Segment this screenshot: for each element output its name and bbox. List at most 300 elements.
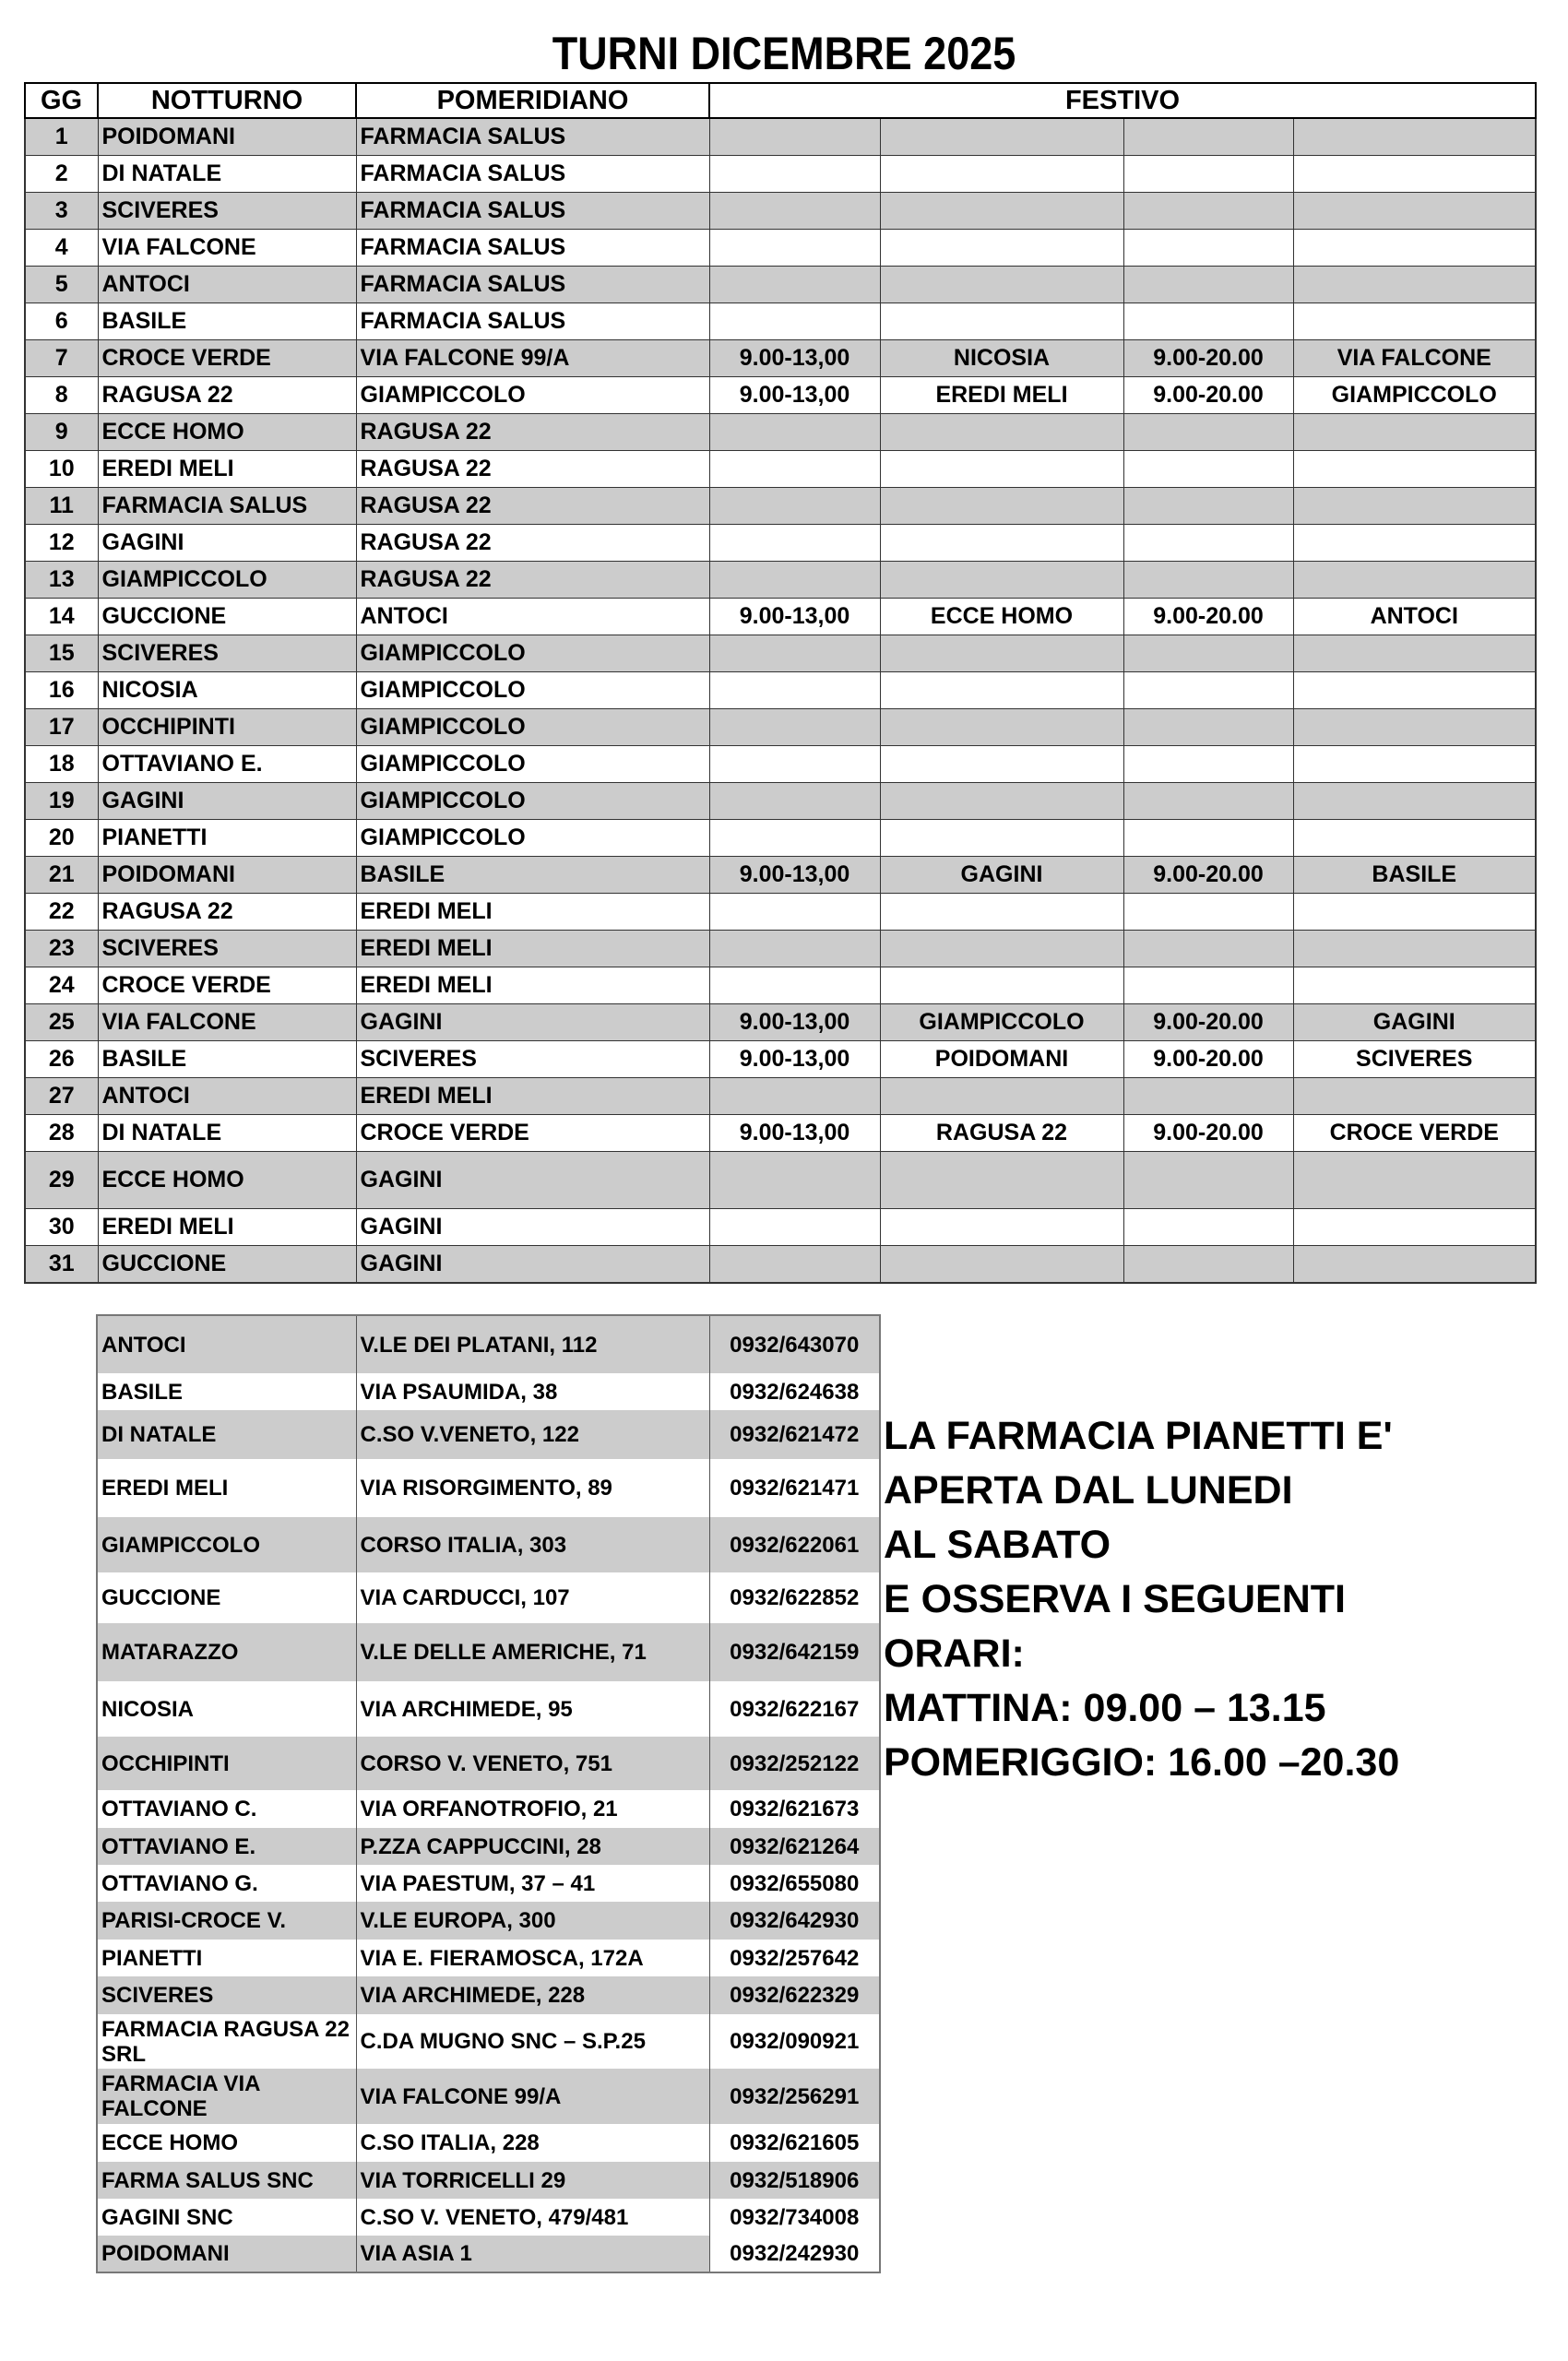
contact-row xyxy=(97,2069,880,2124)
pharmacy-address-cell: C.SO V.VENETO, 122 xyxy=(356,1410,709,1459)
notturno-cell: OTTAVIANO E. xyxy=(98,746,356,783)
notturno-cell: POIDOMANI xyxy=(98,118,356,156)
pianetti-hours-notice xyxy=(884,1409,1548,1790)
pharmacy-phone-cell: 0932/642930 xyxy=(709,1902,880,1940)
table-row xyxy=(25,599,1536,635)
notice-line: AL SABATO xyxy=(884,1523,1111,1567)
festivo-day-hours-cell xyxy=(1123,635,1293,672)
festivo-day-hours-cell xyxy=(1123,1078,1293,1115)
festivo-day-hours-cell: 9.00-20.00 xyxy=(1123,1004,1293,1041)
pharmacy-phone-cell: 0932/624638 xyxy=(709,1373,880,1410)
festivo-day-hours-cell xyxy=(1123,931,1293,967)
notice-line: ORARI: xyxy=(884,1631,1025,1676)
festivo-day-hours-cell: 9.00-20.00 xyxy=(1123,599,1293,635)
notturno-cell: DI NATALE xyxy=(98,1115,356,1152)
notturno-cell: NICOSIA xyxy=(98,672,356,709)
festivo-morning-hours-cell: 9.00-13,00 xyxy=(709,377,880,414)
festivo-day-hours-cell xyxy=(1123,525,1293,562)
pharmacy-name-cell: GAGINI SNC xyxy=(97,2199,356,2236)
pomeridiano-cell: FARMACIA SALUS xyxy=(356,118,709,156)
pomeridiano-cell: GAGINI xyxy=(356,1004,709,1041)
festivo-morning-pharmacy-cell xyxy=(880,525,1123,562)
festivo-day-hours-cell xyxy=(1123,1152,1293,1209)
festivo-morning-hours-cell xyxy=(709,414,880,451)
festivo-day-pharmacy-cell xyxy=(1293,488,1536,525)
day-cell: 14 xyxy=(25,599,98,635)
festivo-day-pharmacy-cell xyxy=(1293,414,1536,451)
pharmacy-address-cell: VIA ORFANOTROFIO, 21 xyxy=(356,1790,709,1828)
notturno-cell: SCIVERES xyxy=(98,193,356,230)
notturno-cell: BASILE xyxy=(98,1041,356,1078)
header-festivo: FESTIVO xyxy=(709,83,1536,118)
pharmacy-phone-cell: 0932/642159 xyxy=(709,1623,880,1681)
festivo-day-pharmacy-cell: CROCE VERDE xyxy=(1293,1115,1536,1152)
pharmacy-phone-cell: 0932/621471 xyxy=(709,1459,880,1517)
festivo-morning-hours-cell xyxy=(709,193,880,230)
festivo-morning-pharmacy-cell: RAGUSA 22 xyxy=(880,1115,1123,1152)
festivo-day-pharmacy-cell xyxy=(1293,230,1536,267)
festivo-morning-pharmacy-cell xyxy=(880,451,1123,488)
pomeridiano-cell: GIAMPICCOLO xyxy=(356,709,709,746)
table-row xyxy=(25,931,1536,967)
pharmacy-name-cell: OTTAVIANO E. xyxy=(97,1828,356,1865)
festivo-day-hours-cell xyxy=(1123,118,1293,156)
pomeridiano-cell: FARMACIA SALUS xyxy=(356,156,709,193)
notturno-cell: GAGINI xyxy=(98,525,356,562)
festivo-morning-hours-cell: 9.00-13,00 xyxy=(709,1041,880,1078)
pomeridiano-cell: BASILE xyxy=(356,857,709,894)
festivo-morning-pharmacy-cell: POIDOMANI xyxy=(880,1041,1123,1078)
festivo-morning-pharmacy-cell xyxy=(880,414,1123,451)
festivo-morning-hours-cell xyxy=(709,709,880,746)
festivo-day-pharmacy-cell xyxy=(1293,820,1536,857)
festivo-day-hours-cell xyxy=(1123,746,1293,783)
pharmacy-address-cell: V.LE DEI PLATANI, 112 xyxy=(356,1315,709,1373)
pharmacy-phone-cell: 0932/621472 xyxy=(709,1410,880,1459)
pharmacy-name-cell: ECCE HOMO xyxy=(97,2124,356,2162)
festivo-day-hours-cell xyxy=(1123,672,1293,709)
festivo-morning-pharmacy-cell xyxy=(880,672,1123,709)
notice-line: E OSSERVA I SEGUENTI xyxy=(884,1577,1346,1621)
table-row xyxy=(25,857,1536,894)
contact-row xyxy=(97,1681,880,1737)
pomeridiano-cell: SCIVERES xyxy=(356,1041,709,1078)
festivo-day-pharmacy-cell xyxy=(1293,303,1536,340)
pharmacy-phone-cell: 0932/621264 xyxy=(709,1828,880,1865)
notturno-cell: ANTOCI xyxy=(98,1078,356,1115)
day-cell: 18 xyxy=(25,746,98,783)
pomeridiano-cell: FARMACIA SALUS xyxy=(356,230,709,267)
day-cell: 3 xyxy=(25,193,98,230)
festivo-day-hours-cell xyxy=(1123,783,1293,820)
festivo-day-pharmacy-cell: BASILE xyxy=(1293,857,1536,894)
pomeridiano-cell: VIA FALCONE 99/A xyxy=(356,340,709,377)
notturno-cell: EREDI MELI xyxy=(98,451,356,488)
festivo-day-hours-cell xyxy=(1123,230,1293,267)
festivo-day-pharmacy-cell xyxy=(1293,118,1536,156)
contact-row xyxy=(97,1790,880,1828)
notturno-cell: CROCE VERDE xyxy=(98,967,356,1004)
pharmacy-address-cell: VIA E. FIERAMOSCA, 172A xyxy=(356,1940,709,1976)
pharmacy-name-cell: FARMA SALUS SNC xyxy=(97,2162,356,2199)
festivo-day-hours-cell xyxy=(1123,451,1293,488)
pharmacy-address-cell: VIA RISORGIMENTO, 89 xyxy=(356,1459,709,1517)
contact-row xyxy=(97,1828,880,1865)
table-row xyxy=(25,377,1536,414)
festivo-day-pharmacy-cell xyxy=(1293,1078,1536,1115)
day-cell: 25 xyxy=(25,1004,98,1041)
festivo-morning-hours-cell: 9.00-13,00 xyxy=(709,1115,880,1152)
festivo-day-pharmacy-cell xyxy=(1293,267,1536,303)
pharmacy-name-cell: FARMACIA VIA FALCONE xyxy=(97,2069,356,2124)
festivo-day-pharmacy-cell: VIA FALCONE xyxy=(1293,340,1536,377)
festivo-morning-pharmacy-cell xyxy=(880,267,1123,303)
pomeridiano-cell: GAGINI xyxy=(356,1246,709,1284)
pharmacy-phone-cell: 0932/622852 xyxy=(709,1572,880,1623)
festivo-day-hours-cell xyxy=(1123,967,1293,1004)
pomeridiano-cell: GIAMPICCOLO xyxy=(356,820,709,857)
festivo-morning-hours-cell xyxy=(709,894,880,931)
pomeridiano-cell: GAGINI xyxy=(356,1152,709,1209)
notturno-cell: RAGUSA 22 xyxy=(98,377,356,414)
pomeridiano-cell: GIAMPICCOLO xyxy=(356,746,709,783)
header-pomeridiano: POMERIDIANO xyxy=(356,83,709,118)
day-cell: 6 xyxy=(25,303,98,340)
day-cell: 17 xyxy=(25,709,98,746)
festivo-day-pharmacy-cell xyxy=(1293,156,1536,193)
pharmacy-name-cell: MATARAZZO xyxy=(97,1623,356,1681)
table-row xyxy=(25,562,1536,599)
festivo-day-pharmacy-cell xyxy=(1293,562,1536,599)
table-row xyxy=(25,267,1536,303)
table-row xyxy=(25,488,1536,525)
notturno-cell: ECCE HOMO xyxy=(98,1152,356,1209)
festivo-day-pharmacy-cell xyxy=(1293,709,1536,746)
pharmacy-name-cell: GUCCIONE xyxy=(97,1572,356,1623)
festivo-morning-pharmacy-cell xyxy=(880,1209,1123,1246)
pomeridiano-cell: RAGUSA 22 xyxy=(356,451,709,488)
pharmacy-phone-cell: 0932/257642 xyxy=(709,1940,880,1976)
festivo-day-hours-cell xyxy=(1123,820,1293,857)
table-row xyxy=(25,1246,1536,1284)
pharmacy-address-cell: VIA ARCHIMEDE, 228 xyxy=(356,1976,709,2014)
notturno-cell: GIAMPICCOLO xyxy=(98,562,356,599)
pomeridiano-cell: GIAMPICCOLO xyxy=(356,377,709,414)
day-cell: 16 xyxy=(25,672,98,709)
festivo-day-hours-cell xyxy=(1123,303,1293,340)
pharmacy-phone-cell: 0932/643070 xyxy=(709,1315,880,1373)
contact-row xyxy=(97,1940,880,1976)
pharmacy-name-cell: OTTAVIANO G. xyxy=(97,1865,356,1902)
pharmacy-contacts-table xyxy=(96,1314,881,2273)
festivo-morning-pharmacy-cell xyxy=(880,931,1123,967)
pharmacy-phone-cell: 0932/622329 xyxy=(709,1976,880,2014)
day-cell: 8 xyxy=(25,377,98,414)
pharmacy-phone-cell: 0932/252122 xyxy=(709,1737,880,1790)
table-row xyxy=(25,303,1536,340)
festivo-morning-hours-cell xyxy=(709,118,880,156)
pharmacy-phone-cell: 0932/655080 xyxy=(709,1865,880,1902)
festivo-day-hours-cell: 9.00-20.00 xyxy=(1123,1041,1293,1078)
pomeridiano-cell: ANTOCI xyxy=(356,599,709,635)
festivo-morning-pharmacy-cell xyxy=(880,303,1123,340)
notice-line: LA FARMACIA PIANETTI E' xyxy=(884,1414,1393,1458)
festivo-morning-pharmacy-cell xyxy=(880,1152,1123,1209)
contact-row xyxy=(97,1865,880,1902)
table-row xyxy=(25,340,1536,377)
festivo-morning-hours-cell: 9.00-13,00 xyxy=(709,599,880,635)
pomeridiano-cell: FARMACIA SALUS xyxy=(356,267,709,303)
pomeridiano-cell: EREDI MELI xyxy=(356,931,709,967)
contact-row xyxy=(97,1373,880,1410)
festivo-day-pharmacy-cell xyxy=(1293,894,1536,931)
pharmacy-address-cell: VIA PSAUMIDA, 38 xyxy=(356,1373,709,1410)
festivo-morning-hours-cell xyxy=(709,746,880,783)
festivo-morning-pharmacy-cell xyxy=(880,1078,1123,1115)
festivo-morning-hours-cell xyxy=(709,562,880,599)
festivo-morning-hours-cell xyxy=(709,967,880,1004)
festivo-day-pharmacy-cell xyxy=(1293,672,1536,709)
festivo-day-hours-cell xyxy=(1123,1246,1293,1284)
notturno-cell: VIA FALCONE xyxy=(98,230,356,267)
table-row xyxy=(25,635,1536,672)
festivo-day-pharmacy-cell xyxy=(1293,783,1536,820)
festivo-day-pharmacy-cell xyxy=(1293,967,1536,1004)
festivo-day-hours-cell: 9.00-20.00 xyxy=(1123,377,1293,414)
festivo-morning-hours-cell xyxy=(709,1246,880,1284)
day-cell: 15 xyxy=(25,635,98,672)
day-cell: 20 xyxy=(25,820,98,857)
table-row xyxy=(25,709,1536,746)
pomeridiano-cell: EREDI MELI xyxy=(356,967,709,1004)
pomeridiano-cell: RAGUSA 22 xyxy=(356,488,709,525)
pharmacy-name-cell: BASILE xyxy=(97,1373,356,1410)
festivo-day-hours-cell xyxy=(1123,562,1293,599)
pharmacy-address-cell: VIA PAESTUM, 37 – 41 xyxy=(356,1865,709,1902)
notturno-cell: SCIVERES xyxy=(98,931,356,967)
pharmacy-phone-cell: 0932/518906 xyxy=(709,2162,880,2199)
festivo-morning-pharmacy-cell xyxy=(880,967,1123,1004)
table-row xyxy=(25,1004,1536,1041)
day-cell: 30 xyxy=(25,1209,98,1246)
notturno-cell: BASILE xyxy=(98,303,356,340)
festivo-morning-pharmacy-cell xyxy=(880,562,1123,599)
festivo-morning-pharmacy-cell xyxy=(880,746,1123,783)
day-cell: 31 xyxy=(25,1246,98,1284)
notice-line: APERTA DAL LUNEDI xyxy=(884,1468,1293,1513)
notturno-cell: GAGINI xyxy=(98,783,356,820)
festivo-morning-pharmacy-cell xyxy=(880,1246,1123,1284)
contact-row xyxy=(97,2124,880,2162)
festivo-morning-hours-cell xyxy=(709,525,880,562)
pharmacy-address-cell: VIA ASIA 1 xyxy=(356,2236,709,2272)
contact-row xyxy=(97,1623,880,1681)
festivo-morning-pharmacy-cell xyxy=(880,118,1123,156)
table-row xyxy=(25,1152,1536,1209)
pharmacy-name-cell: NICOSIA xyxy=(97,1681,356,1737)
header-notturno: NOTTURNO xyxy=(98,83,356,118)
festivo-morning-hours-cell xyxy=(709,488,880,525)
table-row xyxy=(25,451,1536,488)
table-row xyxy=(25,672,1536,709)
festivo-morning-hours-cell xyxy=(709,267,880,303)
table-row xyxy=(25,193,1536,230)
notturno-cell: OCCHIPINTI xyxy=(98,709,356,746)
notturno-cell: RAGUSA 22 xyxy=(98,894,356,931)
pharmacy-address-cell: V.LE DELLE AMERICHE, 71 xyxy=(356,1623,709,1681)
festivo-morning-hours-cell xyxy=(709,672,880,709)
day-cell: 27 xyxy=(25,1078,98,1115)
pharmacy-phone-cell: 0932/622167 xyxy=(709,1681,880,1737)
contact-row xyxy=(97,2236,880,2272)
festivo-day-pharmacy-cell: SCIVERES xyxy=(1293,1041,1536,1078)
pharmacy-phone-cell: 0932/621605 xyxy=(709,2124,880,2162)
notice-line: POMERIGGIO: 16.00 –20.30 xyxy=(884,1740,1400,1785)
pomeridiano-cell: RAGUSA 22 xyxy=(356,414,709,451)
festivo-morning-pharmacy-cell xyxy=(880,820,1123,857)
contact-row xyxy=(97,1737,880,1790)
table-header-row xyxy=(25,83,1536,118)
contact-row xyxy=(97,1410,880,1459)
festivo-morning-pharmacy-cell: ECCE HOMO xyxy=(880,599,1123,635)
pharmacy-name-cell: OCCHIPINTI xyxy=(97,1737,356,1790)
day-cell: 1 xyxy=(25,118,98,156)
header-gg: GG xyxy=(25,83,98,118)
festivo-morning-pharmacy-cell xyxy=(880,635,1123,672)
pomeridiano-cell: GIAMPICCOLO xyxy=(356,635,709,672)
table-row xyxy=(25,1115,1536,1152)
festivo-day-pharmacy-cell xyxy=(1293,525,1536,562)
festivo-day-pharmacy-cell xyxy=(1293,1152,1536,1209)
day-cell: 23 xyxy=(25,931,98,967)
table-row xyxy=(25,118,1536,156)
festivo-day-pharmacy-cell xyxy=(1293,931,1536,967)
pharmacy-name-cell: POIDOMANI xyxy=(97,2236,356,2272)
contact-row xyxy=(97,2199,880,2236)
pomeridiano-cell: RAGUSA 22 xyxy=(356,562,709,599)
festivo-morning-pharmacy-cell xyxy=(880,709,1123,746)
festivo-day-hours-cell xyxy=(1123,1209,1293,1246)
notturno-cell: ANTOCI xyxy=(98,267,356,303)
notturno-cell: EREDI MELI xyxy=(98,1209,356,1246)
contact-row xyxy=(97,1976,880,2014)
festivo-day-pharmacy-cell xyxy=(1293,1246,1536,1284)
table-row xyxy=(25,894,1536,931)
day-cell: 28 xyxy=(25,1115,98,1152)
festivo-day-pharmacy-cell xyxy=(1293,193,1536,230)
pharmacy-name-cell: SCIVERES xyxy=(97,1976,356,2014)
festivo-day-pharmacy-cell xyxy=(1293,451,1536,488)
festivo-day-hours-cell xyxy=(1123,414,1293,451)
notturno-cell: POIDOMANI xyxy=(98,857,356,894)
day-cell: 5 xyxy=(25,267,98,303)
pharmacy-phone-cell: 0932/090921 xyxy=(709,2014,880,2069)
festivo-morning-pharmacy-cell xyxy=(880,230,1123,267)
notturno-cell: DI NATALE xyxy=(98,156,356,193)
pharmacy-address-cell: V.LE EUROPA, 300 xyxy=(356,1902,709,1940)
day-cell: 2 xyxy=(25,156,98,193)
festivo-morning-pharmacy-cell: EREDI MELI xyxy=(880,377,1123,414)
pharmacy-address-cell: P.ZZA CAPPUCCINI, 28 xyxy=(356,1828,709,1865)
day-cell: 22 xyxy=(25,894,98,931)
pharmacy-name-cell: DI NATALE xyxy=(97,1410,356,1459)
notturno-cell: ECCE HOMO xyxy=(98,414,356,451)
day-cell: 29 xyxy=(25,1152,98,1209)
festivo-morning-hours-cell xyxy=(709,1152,880,1209)
festivo-morning-hours-cell xyxy=(709,156,880,193)
notturno-cell: GUCCIONE xyxy=(98,599,356,635)
day-cell: 4 xyxy=(25,230,98,267)
contact-row xyxy=(97,1572,880,1623)
table-row xyxy=(25,967,1536,1004)
pharmacy-address-cell: VIA FALCONE 99/A xyxy=(356,2069,709,2124)
notturno-cell: GUCCIONE xyxy=(98,1246,356,1284)
festivo-morning-pharmacy-cell xyxy=(880,156,1123,193)
pharmacy-address-cell: C.SO V. VENETO, 479/481 xyxy=(356,2199,709,2236)
pomeridiano-cell: EREDI MELI xyxy=(356,1078,709,1115)
pharmacy-name-cell: EREDI MELI xyxy=(97,1459,356,1517)
pharmacy-address-cell: VIA CARDUCCI, 107 xyxy=(356,1572,709,1623)
festivo-day-hours-cell xyxy=(1123,193,1293,230)
pomeridiano-cell: GAGINI xyxy=(356,1209,709,1246)
festivo-day-pharmacy-cell: ANTOCI xyxy=(1293,599,1536,635)
festivo-morning-hours-cell xyxy=(709,635,880,672)
festivo-day-pharmacy-cell xyxy=(1293,1209,1536,1246)
pharmacy-address-cell: VIA ARCHIMEDE, 95 xyxy=(356,1681,709,1737)
festivo-morning-hours-cell xyxy=(709,230,880,267)
festivo-morning-pharmacy-cell xyxy=(880,783,1123,820)
table-row xyxy=(25,156,1536,193)
festivo-morning-hours-cell xyxy=(709,303,880,340)
table-row xyxy=(25,525,1536,562)
contact-row xyxy=(97,2014,880,2069)
day-cell: 10 xyxy=(25,451,98,488)
festivo-day-hours-cell xyxy=(1123,488,1293,525)
contact-row xyxy=(97,1902,880,1940)
festivo-morning-hours-cell xyxy=(709,451,880,488)
pharmacy-address-cell: C.DA MUGNO SNC – S.P.25 xyxy=(356,2014,709,2069)
notturno-cell: SCIVERES xyxy=(98,635,356,672)
notturno-cell: CROCE VERDE xyxy=(98,340,356,377)
pharmacy-phone-cell: 0932/256291 xyxy=(709,2069,880,2124)
festivo-day-pharmacy-cell: GIAMPICCOLO xyxy=(1293,377,1536,414)
festivo-day-hours-cell: 9.00-20.00 xyxy=(1123,857,1293,894)
day-cell: 19 xyxy=(25,783,98,820)
pomeridiano-cell: EREDI MELI xyxy=(356,894,709,931)
festivo-morning-pharmacy-cell: NICOSIA xyxy=(880,340,1123,377)
pharmacy-address-cell: VIA TORRICELLI 29 xyxy=(356,2162,709,2199)
festivo-day-hours-cell xyxy=(1123,156,1293,193)
pharmacy-phone-cell: 0932/621673 xyxy=(709,1790,880,1828)
pharmacy-name-cell: OTTAVIANO C. xyxy=(97,1790,356,1828)
festivo-morning-hours-cell xyxy=(709,1209,880,1246)
contact-row xyxy=(97,1315,880,1373)
pharmacy-name-cell: GIAMPICCOLO xyxy=(97,1517,356,1572)
pharmacy-phone-cell: 0932/242930 xyxy=(709,2236,880,2272)
festivo-morning-hours-cell xyxy=(709,820,880,857)
festivo-morning-hours-cell xyxy=(709,1078,880,1115)
pharmacy-address-cell: CORSO V. VENETO, 751 xyxy=(356,1737,709,1790)
pharmacy-name-cell: ANTOCI xyxy=(97,1315,356,1373)
table-row xyxy=(25,230,1536,267)
pomeridiano-cell: FARMACIA SALUS xyxy=(356,193,709,230)
festivo-day-hours-cell xyxy=(1123,709,1293,746)
pharmacy-address-cell: C.SO ITALIA, 228 xyxy=(356,2124,709,2162)
festivo-morning-pharmacy-cell xyxy=(880,488,1123,525)
pharmacy-name-cell: FARMACIA RAGUSA 22 SRL xyxy=(97,2014,356,2069)
table-row xyxy=(25,1041,1536,1078)
pomeridiano-cell: CROCE VERDE xyxy=(356,1115,709,1152)
